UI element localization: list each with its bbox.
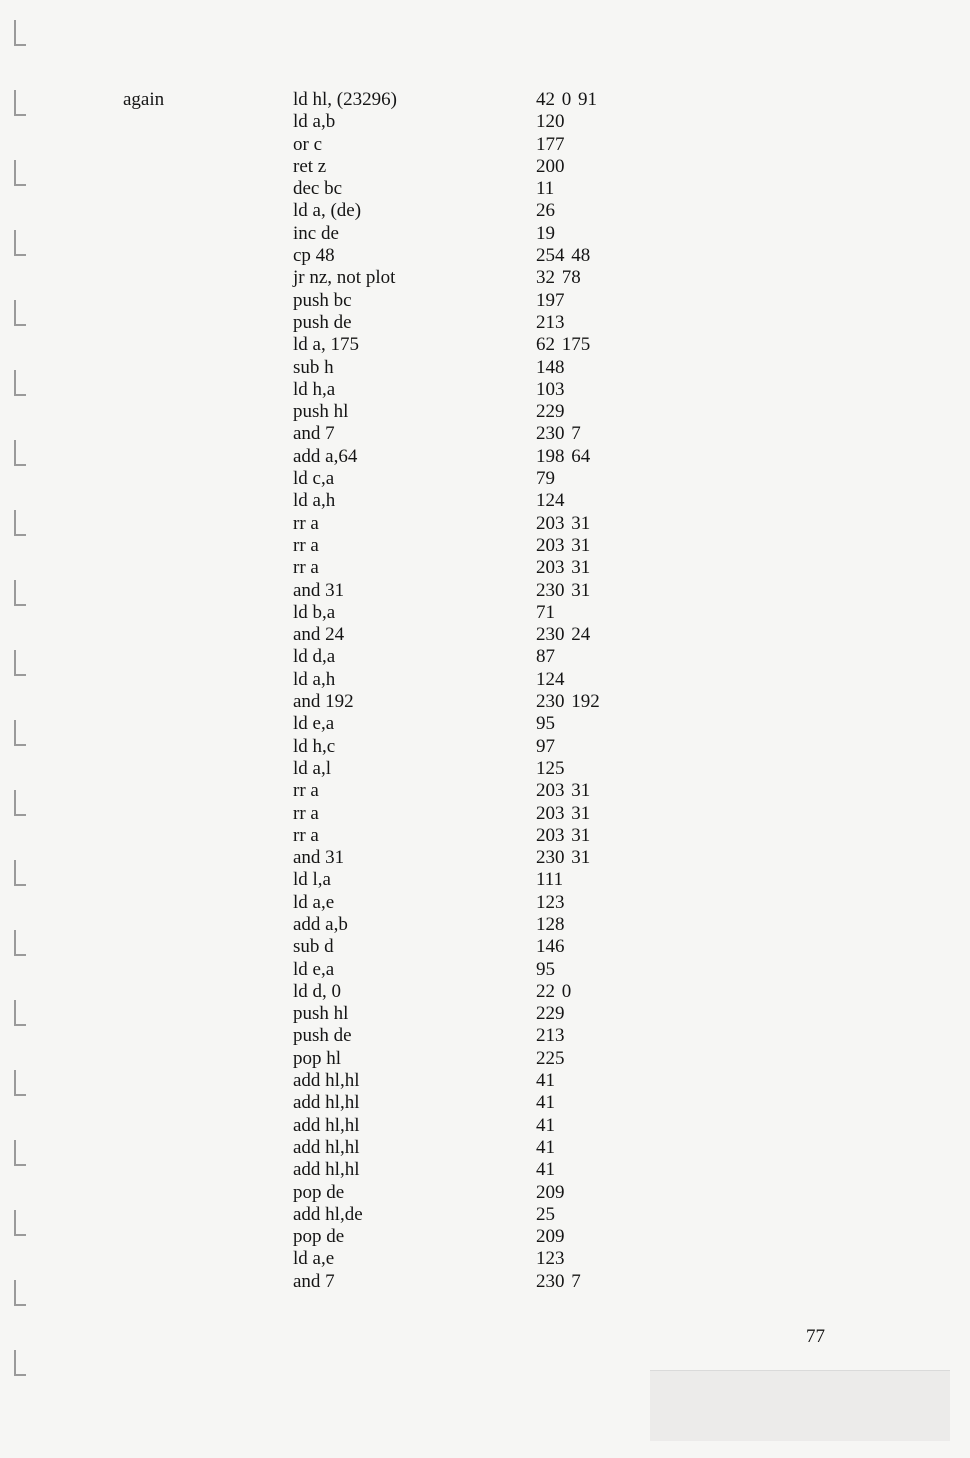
row-machine-code: 148	[536, 356, 565, 378]
row-machine-code: 229	[536, 401, 565, 423]
listing-row	[0, 803, 970, 825]
listing-row	[0, 89, 970, 111]
listing-row	[0, 780, 970, 802]
listing-row	[0, 691, 970, 713]
row-machine-code: 41	[536, 1070, 555, 1092]
row-instruction: ld b,a	[293, 601, 336, 623]
row-instruction: ld a,h	[293, 490, 336, 512]
row-machine-code: 203 31	[536, 824, 591, 846]
listing-row	[0, 267, 970, 289]
row-machine-code: 79	[536, 468, 555, 490]
row-machine-code: 197	[536, 289, 565, 311]
row-instruction: ld a,h	[293, 668, 336, 690]
listing-row	[0, 1226, 970, 1248]
row-machine-code: 230 31	[536, 579, 591, 601]
listing-row	[0, 869, 970, 891]
row-instruction: and 192	[293, 691, 354, 713]
listing-row	[0, 736, 970, 758]
row-instruction: ld a,e	[293, 1248, 335, 1270]
row-instruction: push de	[293, 311, 352, 333]
row-machine-code: 32 78	[536, 267, 581, 289]
listing-row	[0, 624, 970, 646]
listing-row	[0, 1271, 970, 1293]
row-machine-code: 120	[536, 111, 565, 133]
row-instruction: ld h,c	[293, 735, 336, 757]
row-instruction: ld a,e	[293, 891, 335, 913]
row-instruction: add hl,hl	[293, 1092, 360, 1114]
listing-row	[0, 580, 970, 602]
row-machine-code: 198 64	[536, 445, 591, 467]
row-instruction: sub h	[293, 356, 334, 378]
row-instruction: rr a	[293, 802, 319, 824]
listing-row	[0, 557, 970, 579]
listing-row	[0, 312, 970, 334]
row-instruction: ld hl, (23296)	[293, 89, 397, 110]
listing-row	[0, 1092, 970, 1114]
row-instruction: push bc	[293, 289, 352, 311]
row-instruction: rr a	[293, 824, 319, 846]
row-machine-code: 125	[536, 757, 565, 779]
row-instruction: ld e,a	[293, 713, 335, 735]
row-instruction: rr a	[293, 512, 319, 534]
row-instruction: add hl,de	[293, 1203, 363, 1225]
listing-row	[0, 111, 970, 133]
row-instruction: ld d,a	[293, 646, 336, 668]
row-machine-code: 95	[536, 958, 555, 980]
row-instruction: push hl	[293, 401, 349, 423]
row-machine-code: 209	[536, 1226, 565, 1248]
binding-hole	[14, 20, 26, 46]
row-machine-code: 213	[536, 1025, 565, 1047]
binding-hole	[14, 1350, 26, 1376]
listing-row	[0, 1048, 970, 1070]
listing-row	[0, 892, 970, 914]
listing-row	[0, 490, 970, 512]
row-instruction: cp 48	[293, 245, 335, 267]
listing-row	[0, 669, 970, 691]
listing-row	[0, 200, 970, 222]
row-machine-code: 87	[536, 646, 555, 668]
row-machine-code: 97	[536, 735, 555, 757]
page-number: 77	[806, 1326, 825, 1347]
listing-row	[0, 936, 970, 958]
row-instruction: ld a,b	[293, 111, 336, 133]
listing-row	[0, 825, 970, 847]
listing-row	[0, 334, 970, 356]
listing-row	[0, 1182, 970, 1204]
row-machine-code: 103	[536, 378, 565, 400]
row-instruction: rr a	[293, 534, 319, 556]
row-machine-code: 22 0	[536, 980, 572, 1002]
row-machine-code: 26	[536, 200, 555, 222]
row-machine-code: 209	[536, 1181, 565, 1203]
row-instruction: or c	[293, 133, 323, 155]
row-instruction: dec bc	[293, 178, 343, 200]
row-machine-code: 146	[536, 936, 565, 958]
row-instruction: add a,64	[293, 445, 358, 467]
row-instruction: rr a	[293, 780, 319, 802]
listing-row	[0, 156, 970, 178]
row-instruction: and 31	[293, 847, 345, 869]
row-machine-code: 230 24	[536, 624, 591, 646]
row-machine-code: 42 0 91	[536, 89, 597, 110]
row-instruction: ld h,a	[293, 378, 336, 400]
row-instruction: ld a,l	[293, 757, 331, 779]
listing-row	[0, 423, 970, 445]
row-instruction: ld d, 0	[293, 980, 342, 1002]
row-instruction: add a,b	[293, 913, 348, 935]
row-machine-code: 62 175	[536, 334, 591, 356]
row-machine-code: 200	[536, 155, 565, 177]
row-instruction: add hl,hl	[293, 1159, 360, 1181]
row-machine-code: 230 7	[536, 423, 581, 445]
row-instruction: ret z	[293, 155, 327, 177]
row-machine-code: 203 31	[536, 534, 591, 556]
row-instruction: pop hl	[293, 1047, 342, 1069]
row-instruction: sub d	[293, 936, 334, 958]
row-instruction: add hl,hl	[293, 1136, 360, 1158]
row-machine-code: 203 31	[536, 780, 591, 802]
row-machine-code: 124	[536, 490, 565, 512]
row-machine-code: 203 31	[536, 802, 591, 824]
listing-row	[0, 758, 970, 780]
row-instruction: push hl	[293, 1003, 349, 1025]
row-machine-code: 41	[536, 1159, 555, 1181]
row-machine-code: 123	[536, 891, 565, 913]
row-machine-code: 230 192	[536, 691, 600, 713]
row-instruction: ld e,a	[293, 958, 335, 980]
row-instruction: rr a	[293, 557, 319, 579]
listing-row	[0, 513, 970, 535]
listing-row	[0, 1248, 970, 1270]
row-machine-code: 95	[536, 713, 555, 735]
row-machine-code: 124	[536, 668, 565, 690]
listing-row	[0, 178, 970, 200]
row-instruction: pop de	[293, 1226, 345, 1248]
listing-row	[0, 1025, 970, 1047]
listing-row	[0, 1070, 970, 1092]
row-instruction: and 31	[293, 579, 345, 601]
listing-row	[0, 981, 970, 1003]
listing-row	[0, 357, 970, 379]
row-machine-code: 230 31	[536, 847, 591, 869]
assembly-listing	[0, 89, 970, 1293]
row-instruction: ld a, 175	[293, 334, 359, 356]
row-instruction: ld a, (de)	[293, 200, 362, 222]
listing-row	[0, 1003, 970, 1025]
listing-row	[0, 245, 970, 267]
row-machine-code: 128	[536, 913, 565, 935]
listing-row	[0, 959, 970, 981]
row-instruction: push de	[293, 1025, 352, 1047]
listing-row	[0, 713, 970, 735]
listing-row	[0, 1137, 970, 1159]
listing-row	[0, 223, 970, 245]
listing-row	[0, 1204, 970, 1226]
row-instruction: ld c,a	[293, 468, 335, 490]
row-machine-code: 41	[536, 1136, 555, 1158]
row-machine-code: 230 7	[536, 1270, 581, 1292]
listing-row	[0, 401, 970, 423]
row-machine-code: 11	[536, 178, 555, 200]
bleed-through-shade	[650, 1370, 950, 1441]
row-label: again	[123, 89, 165, 110]
row-instruction: inc de	[293, 222, 339, 244]
row-machine-code: 25	[536, 1203, 555, 1225]
listing-row	[0, 468, 970, 490]
listing-row	[0, 1115, 970, 1137]
row-machine-code: 41	[536, 1092, 555, 1114]
row-machine-code: 229	[536, 1003, 565, 1025]
listing-row	[0, 646, 970, 668]
row-machine-code: 177	[536, 133, 565, 155]
row-machine-code: 254 48	[536, 245, 591, 267]
row-machine-code: 123	[536, 1248, 565, 1270]
row-instruction: and 24	[293, 624, 345, 646]
listing-row	[0, 847, 970, 869]
row-instruction: add hl,hl	[293, 1070, 360, 1092]
row-machine-code: 203 31	[536, 512, 591, 534]
listing-row	[0, 134, 970, 156]
row-instruction: pop de	[293, 1181, 345, 1203]
listing-row	[0, 446, 970, 468]
row-machine-code: 213	[536, 311, 565, 333]
row-instruction: and 7	[293, 1270, 335, 1292]
listing-row	[0, 379, 970, 401]
listing-row	[0, 1159, 970, 1181]
row-machine-code: 19	[536, 222, 555, 244]
row-instruction: jr nz, not plot	[293, 267, 396, 289]
listing-row	[0, 290, 970, 312]
listing-row	[0, 602, 970, 624]
row-instruction: and 7	[293, 423, 335, 445]
row-machine-code: 111	[536, 869, 564, 891]
listing-row	[0, 535, 970, 557]
row-machine-code: 41	[536, 1114, 555, 1136]
listing-row	[0, 914, 970, 936]
row-machine-code: 203 31	[536, 557, 591, 579]
row-machine-code: 225	[536, 1047, 565, 1069]
row-machine-code: 71	[536, 601, 555, 623]
row-instruction: add hl,hl	[293, 1114, 360, 1136]
row-instruction: ld l,a	[293, 869, 331, 891]
